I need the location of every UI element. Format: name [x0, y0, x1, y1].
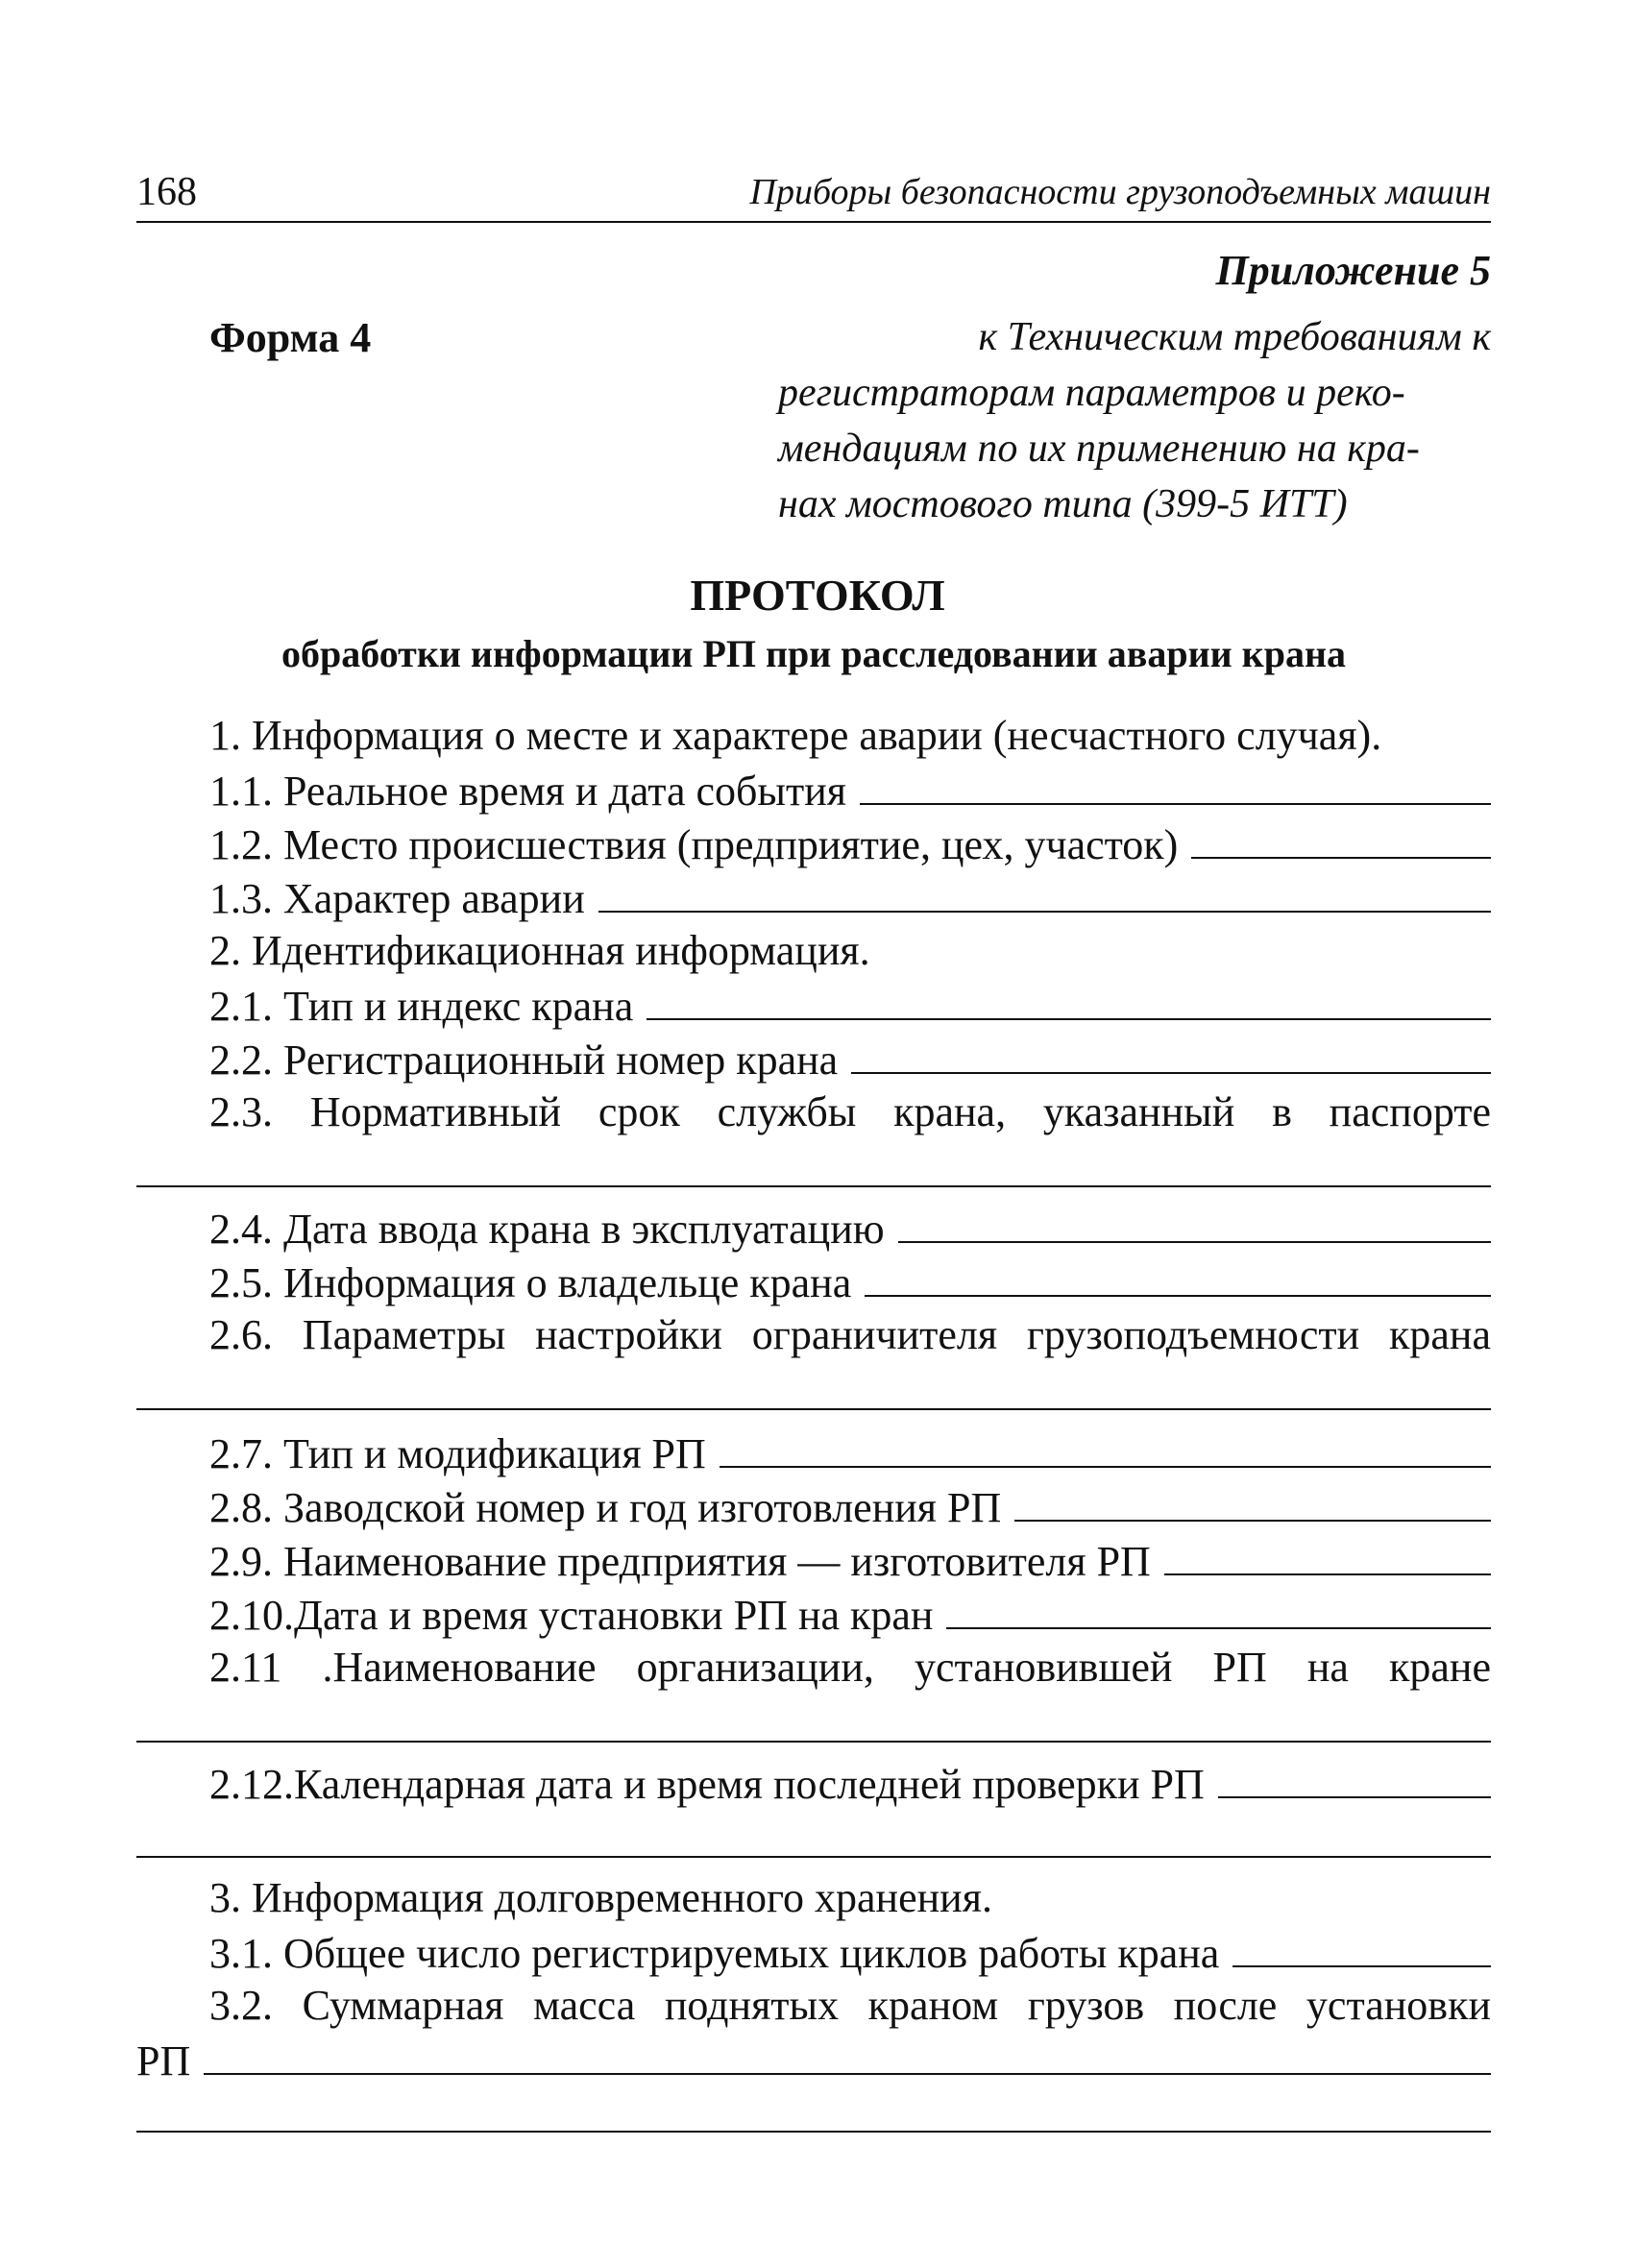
document-title: ПРОТОКОЛ [690, 571, 945, 620]
field-label: 3.2. Суммарная масса поднятых краном грузов после установки [209, 1982, 1491, 2029]
fill-in-blank [865, 1255, 1491, 1297]
fill-in-blank [136, 2131, 1491, 2133]
fill-in-blank [204, 2033, 1491, 2075]
fill-in-blank [851, 1032, 1491, 1074]
appendix-reference-line: нах мостового типа (399-5 ИТТ) [778, 482, 1348, 526]
form-field-row [209, 1587, 1491, 1641]
page-number: 168 [136, 170, 197, 214]
appendix-reference-line: регистраторам параметров и реко- [778, 371, 1405, 415]
field-label: 2.2. Регистрационный номер крана [209, 1036, 839, 1084]
fill-in-blank [898, 1201, 1491, 1243]
form-field-row [209, 1479, 1491, 1533]
form-field-row [209, 870, 1491, 924]
field-label: 2.3. Нормативный срок службы крана, указанный в паспорте [209, 1088, 1491, 1135]
field-label: 3.1. Общее число регистрируемых циклов работы крана [209, 1930, 1220, 1977]
field-label: 2.5. Информация о владельце крана [209, 1259, 852, 1306]
section-heading: 3. Информация долговременного хранения. [209, 1874, 992, 1921]
fill-in-blank [647, 978, 1491, 1020]
form-field-row [209, 1032, 1491, 1085]
field-label: 2.10.Дата и время установки РП на кран [209, 1592, 934, 1639]
field-label: 2.9. Наименование предприятия — изготовителя РП [209, 1538, 1151, 1585]
fill-in-blank [598, 870, 1491, 913]
fill-in-blank [860, 763, 1491, 805]
appendix-label: Приложение 5 [1215, 247, 1491, 294]
fill-in-blank [136, 1408, 1491, 1410]
fill-in-blank [720, 1426, 1491, 1468]
fill-in-blank [1191, 817, 1491, 859]
field-label: 2.6. Параметры настройки ограничителя грузоподъемности крана [209, 1311, 1491, 1358]
appendix-reference-line: к Техническим требованиям к [978, 315, 1491, 359]
form-field-row [209, 1533, 1491, 1587]
running-title: Приборы безопасности грузоподъемных машин [749, 172, 1491, 212]
form-field-row [209, 763, 1491, 817]
fill-in-blank [1014, 1479, 1491, 1522]
fill-in-blank [136, 1856, 1491, 1858]
appendix-reference [778, 309, 1491, 532]
fill-in-blank [1218, 1756, 1491, 1798]
form-field-row [209, 1756, 1491, 1810]
form-label: Форма 4 [209, 314, 372, 361]
form-field-row [209, 978, 1491, 1032]
form-field-row [209, 1255, 1491, 1308]
form-field-row [136, 2033, 1491, 2086]
field-label: 1.2. Место происшествия (предприятие, цех, участок) [209, 821, 1179, 868]
fill-in-blank [136, 1741, 1491, 1743]
form-field-row [209, 817, 1491, 870]
form-field-row [209, 1201, 1491, 1255]
appendix-reference-line: мендациям по их применению на кра- [778, 427, 1420, 471]
form-field-row [209, 1925, 1491, 1979]
section-heading: 2. Идентификационная информация. [209, 927, 870, 974]
field-label: 1.1. Реальное время и дата события [209, 768, 847, 815]
running-header [136, 165, 1491, 223]
field-label: 2.12.Календарная дата и время последней проверки РП [209, 1761, 1205, 1808]
field-label: 2.7. Тип и модификация РП [209, 1430, 706, 1477]
field-label: 1.3. Характер аварии [209, 875, 585, 922]
field-label: РП [136, 2037, 191, 2085]
fill-in-blank [1164, 1533, 1491, 1575]
field-label: 2.11 .Наименование организации, установившей РП на кране [209, 1644, 1491, 1691]
field-label: 2.8. Заводской номер и год изготовления РП [209, 1484, 1002, 1531]
section-heading: 1. Информация о месте и характере аварии (несчастного случая). [209, 712, 1382, 759]
field-label: 2.1. Тип и индекс крана [209, 983, 634, 1030]
form-field-row [209, 1426, 1491, 1479]
fill-in-blank [1232, 1925, 1491, 1967]
fill-in-blank [946, 1587, 1491, 1629]
fill-in-blank [136, 1185, 1491, 1187]
document-subtitle: обработки информации РП при расследовании аварии крана [281, 632, 1347, 675]
field-label: 2.4. Дата ввода крана в эксплуатацию [209, 1206, 885, 1253]
